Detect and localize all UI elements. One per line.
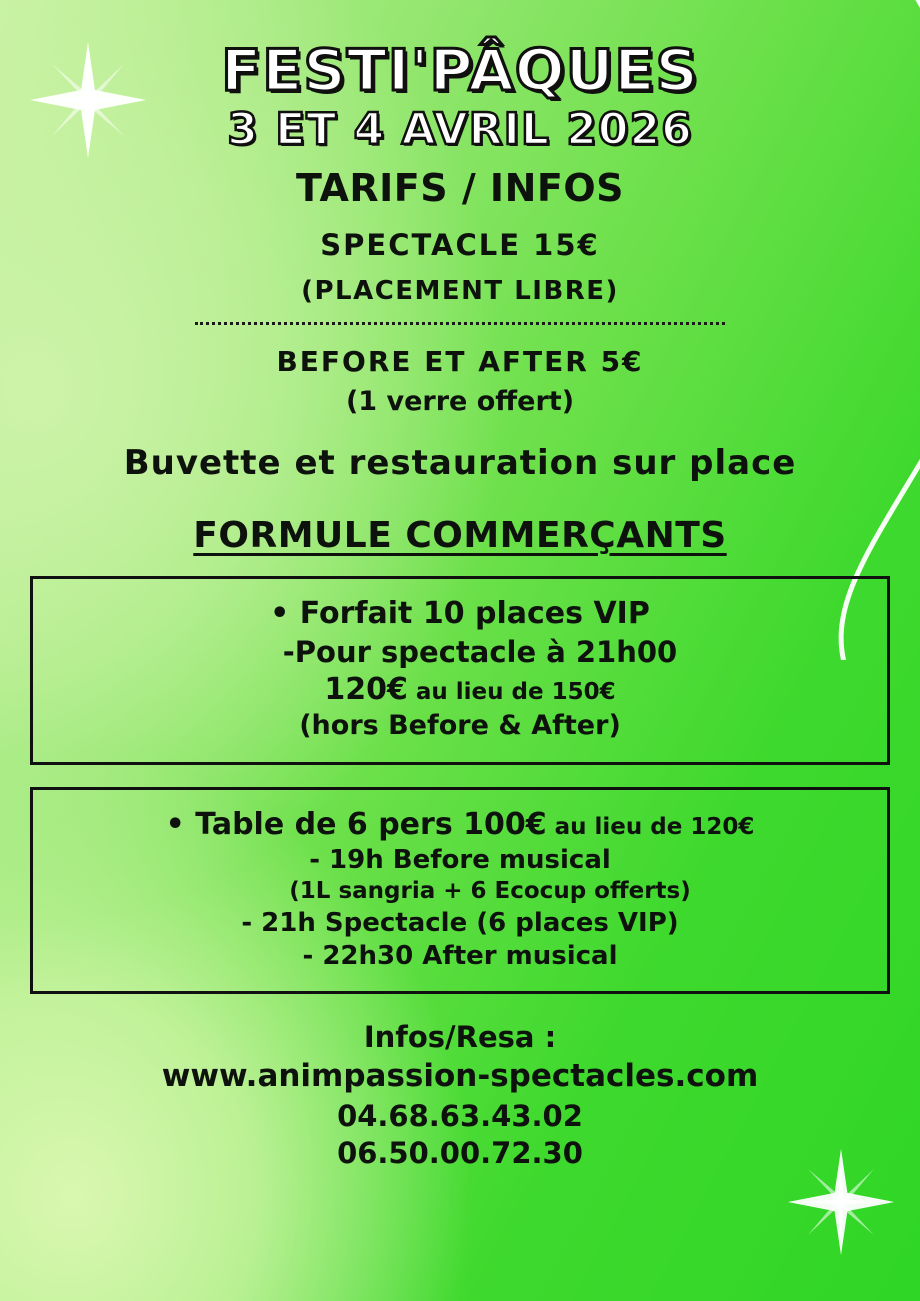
footer-phone-1[interactable]: 04.68.63.43.02	[337, 1099, 583, 1134]
poster-title: FESTI'PÂQUES	[221, 38, 699, 104]
table-line-3: (1L sangria + 6 Ecocup offerts)	[289, 878, 691, 905]
offer-box-vip	[30, 576, 890, 764]
vip-line-1: • Forfait 10 places VIP	[270, 596, 650, 632]
footer-website[interactable]: www.animpassion-spectacles.com	[161, 1058, 759, 1095]
before-after-price: BEFORE ET AFTER 5€	[276, 345, 644, 379]
vip-line-4: (hors Before & After)	[299, 710, 621, 742]
table-line-5: - 22h30 After musical	[302, 941, 618, 972]
offer-box-table	[30, 787, 890, 995]
poster-dates: 3 ET 4 AVRIL 2026	[227, 103, 693, 155]
spectacle-price: SPECTACLE 15€	[320, 228, 600, 263]
table-line-4: - 21h Spectacle (6 places VIP)	[241, 907, 679, 938]
table-line-1	[45, 806, 875, 844]
dotted-divider	[195, 322, 725, 325]
spectacle-note: (PLACEMENT LIBRE)	[301, 276, 619, 307]
table-line-2: - 19h Before musical	[309, 845, 611, 876]
footer-label: Infos/Resa :	[363, 1020, 557, 1055]
footer-phone-2[interactable]: 06.50.00.72.30	[337, 1135, 583, 1170]
vip-price-original: au lieu de 150€	[407, 678, 616, 705]
before-after-note: (1 verre offert)	[345, 386, 575, 418]
vip-price: 120€	[324, 671, 408, 707]
table-price-original: au lieu de 120€	[546, 813, 755, 840]
section-title-tarifs: TARIFS / INFOS	[295, 166, 624, 211]
buvette-line: Buvette et restauration sur place	[123, 443, 797, 484]
table-price: • Table de 6 pers 100€	[165, 806, 547, 842]
vip-line-2: -Pour spectacle à 21h00	[282, 634, 678, 669]
vip-line-3	[45, 671, 875, 709]
formule-commercants-title: FORMULE COMMERÇANTS	[193, 515, 727, 557]
footer-contact	[24, 1020, 896, 1171]
